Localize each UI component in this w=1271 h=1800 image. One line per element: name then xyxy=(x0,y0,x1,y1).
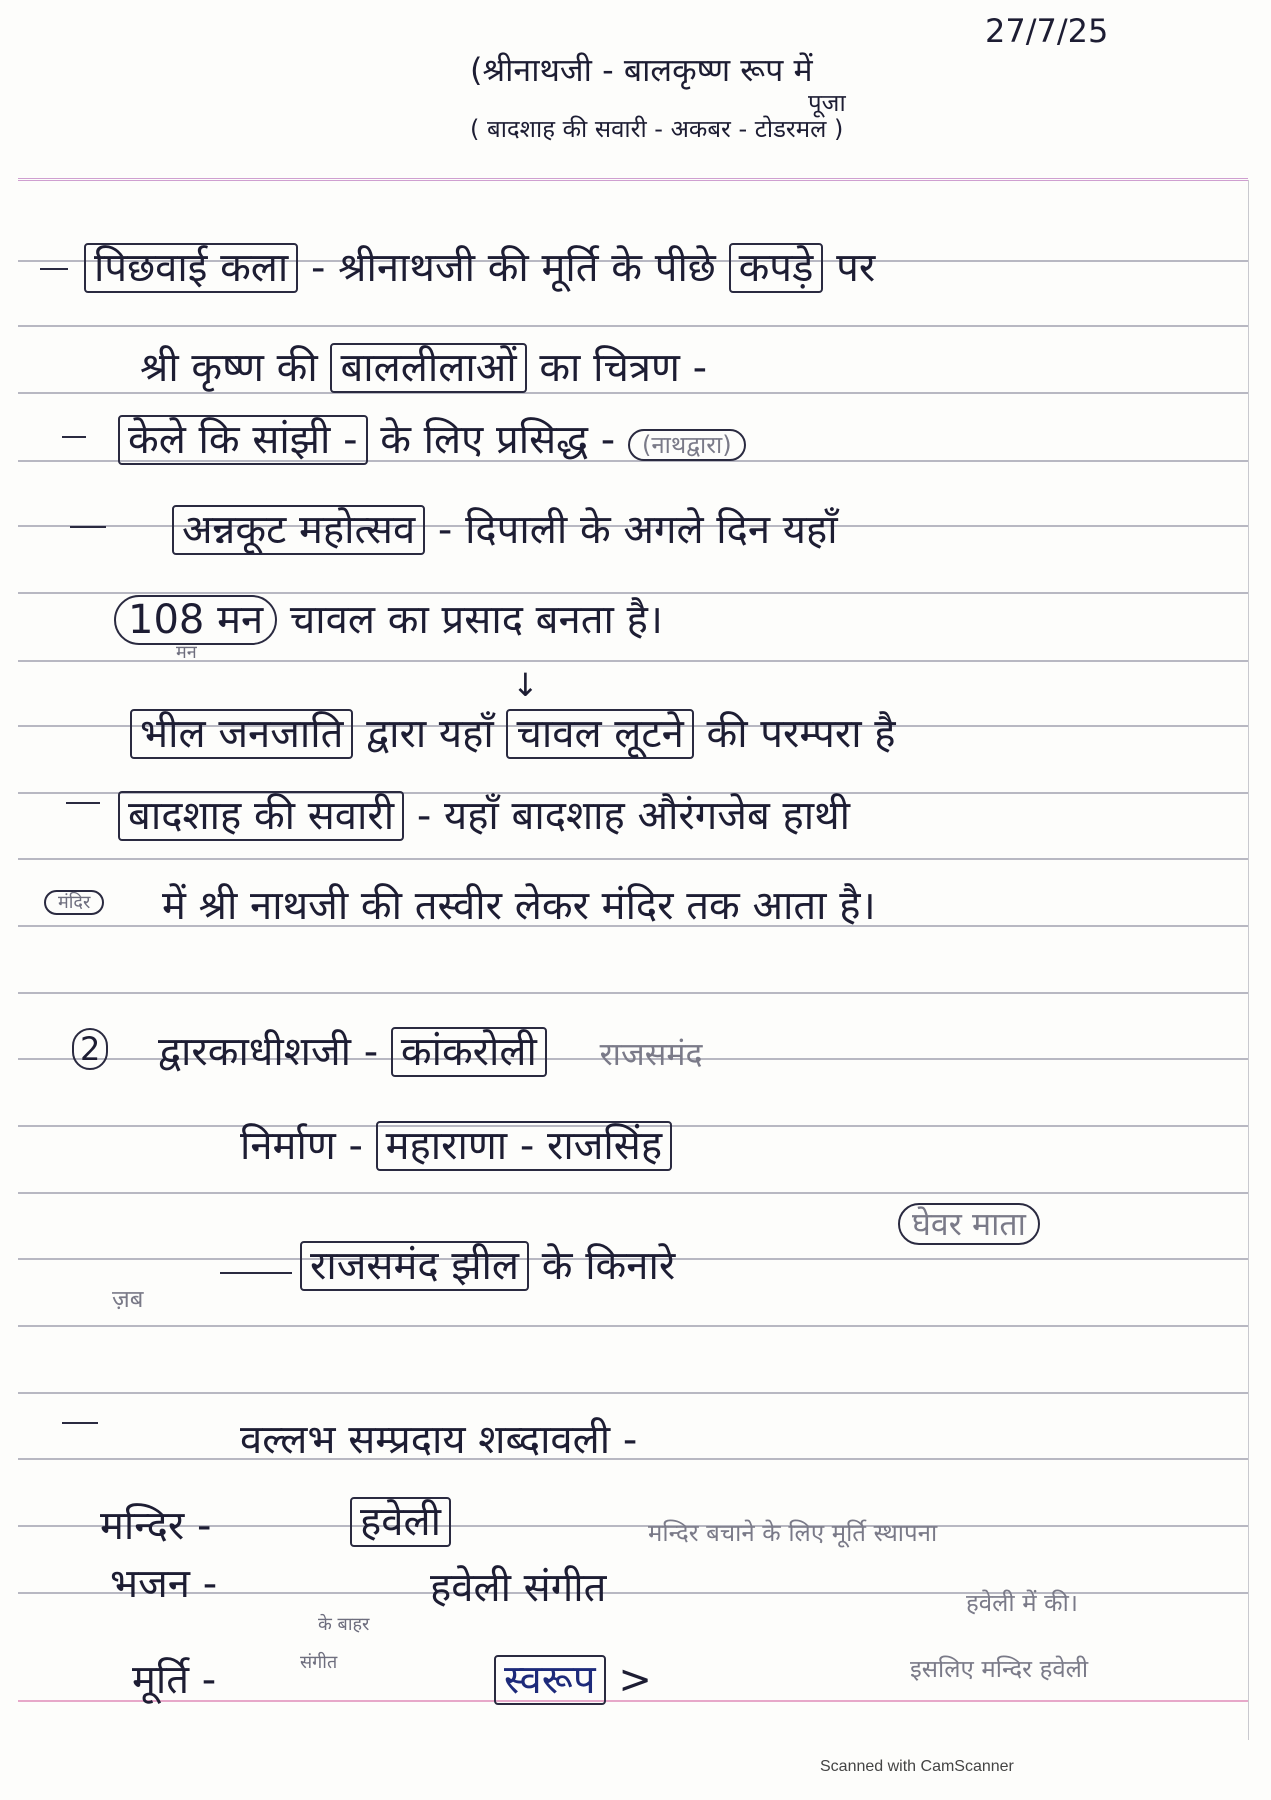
ruled-line xyxy=(18,660,1248,662)
line-4-text: - दिपाली के अगले दिन यहाँ xyxy=(437,507,838,553)
line-4 xyxy=(172,500,838,555)
rajsamand-note: राजसमंद xyxy=(599,1035,703,1073)
bhajan-label: भजन - xyxy=(110,1561,218,1607)
line-10 xyxy=(240,1116,672,1171)
nirman-label: निर्माण - xyxy=(240,1123,363,1169)
mandir-label: मन्दिर - xyxy=(100,1503,212,1549)
line-9 xyxy=(158,1022,702,1077)
bullet-dash xyxy=(70,526,106,528)
bhil-janjati-box: भील जनजाति xyxy=(130,709,353,759)
line-6 xyxy=(130,704,896,759)
header-date: 27/7/25 xyxy=(985,12,1109,50)
line-1 xyxy=(84,238,875,293)
bullet-dash xyxy=(62,1422,98,1424)
arrow-right-icon: > xyxy=(618,1657,652,1703)
line-2 xyxy=(140,338,707,393)
bullet-dash xyxy=(66,802,100,804)
line-7-text: - यहाँ बादशाह औरंगजेब हाथी xyxy=(416,793,851,839)
ruled-line xyxy=(18,858,1248,860)
line-8-text: में श्री नाथजी की तस्वीर लेकर मंदिर तक आता है। xyxy=(162,883,876,929)
line-7 xyxy=(118,786,850,841)
ruled-line xyxy=(18,1392,1248,1394)
line-1-text: - श्रीनाथजी की मूर्ति के पीछे xyxy=(311,245,716,291)
line-2-end: का चित्रण - xyxy=(539,345,708,391)
header-line-2: ( बादशाह की सवारी - अकबर - टोडरमल ) xyxy=(470,115,844,143)
balleela-box: बाललीलाओं xyxy=(330,343,526,393)
haveli-mein-note: हवेली में की। xyxy=(966,1589,1078,1617)
line-6-end: की परम्परा है xyxy=(706,711,896,757)
mandir-note xyxy=(44,890,104,914)
bullet-dash xyxy=(62,436,86,438)
kankroli-box: कांकरोली xyxy=(391,1027,547,1077)
ghevar-mata-note xyxy=(898,1202,1040,1245)
badshah-ki-sawari-box: बादशाह की सवारी xyxy=(118,791,404,841)
pichwai-kala-label: पिछवाई कला xyxy=(84,243,298,293)
line-3-text: के लिए प्रसिद्ध - xyxy=(380,417,616,463)
mandir-bachane-note: मन्दिर बचाने के लिए मूर्ति स्थापना xyxy=(648,1519,938,1547)
ruled-line xyxy=(18,1192,1248,1194)
arrow-down-icon: ↓ xyxy=(512,666,539,704)
swaroop-box: स्वरूप xyxy=(494,1655,606,1705)
camscanner-watermark: Scanned with CamScanner xyxy=(820,1758,1014,1775)
top-double-rule xyxy=(18,178,1248,181)
line-1-end: पर xyxy=(836,245,876,291)
nathdwara-note: (नाथद्वारा) xyxy=(628,429,746,461)
maharana-rajsingh-box: महाराणा - राजसिंह xyxy=(376,1121,672,1171)
line-2-text: श्री कृष्ण की xyxy=(140,345,318,391)
ruled-line xyxy=(18,325,1248,327)
line-11-end: के किनारे xyxy=(541,1243,676,1289)
isliye-mandir-haveli-note: इसलिए मन्दिर हवेली xyxy=(910,1655,1089,1683)
line-11 xyxy=(300,1236,675,1291)
haveli-sangeet: हवेली संगीत xyxy=(430,1565,607,1611)
item-number-2 xyxy=(72,1030,108,1068)
item-number-oval: 2 xyxy=(72,1028,108,1070)
sangeet-note: संगीत xyxy=(300,1652,338,1673)
dwarkadheesh-label: द्वारकाधीशजी - xyxy=(158,1029,379,1075)
rajsamand-jheel-box: राजसमंद झील xyxy=(300,1241,529,1291)
haveli-box: हवेली xyxy=(350,1497,451,1547)
line-3 xyxy=(118,410,746,465)
murti-label: मूर्ति - xyxy=(132,1657,217,1703)
swaroop-box-wrap xyxy=(494,1650,652,1705)
haveli-box-wrap xyxy=(350,1492,451,1547)
line-6-mid: द्वारा यहाँ xyxy=(366,711,494,757)
ruled-line xyxy=(18,992,1248,994)
sanjhi-label: केले कि सांझी - xyxy=(118,415,368,465)
chawal-lootne-box: चावल लूटने xyxy=(506,709,693,759)
108-man-oval: 108 मन xyxy=(114,595,277,645)
ruled-line xyxy=(18,1325,1248,1327)
man-subscript: मन xyxy=(176,642,197,663)
side-scribble: ज़ब xyxy=(112,1285,144,1313)
annakut-label: अन्नकूट महोत्सव xyxy=(172,505,425,555)
ghevar-mata-oval: घेवर माता xyxy=(898,1203,1040,1245)
ke-bahar-note: के बाहर xyxy=(318,1614,370,1635)
line-5 xyxy=(114,590,663,645)
section-title xyxy=(240,1410,637,1465)
right-margin-line xyxy=(1248,180,1249,1740)
mandir-note-oval: मंदिर xyxy=(44,890,104,915)
kapde-box: कपड़े xyxy=(729,243,824,293)
bullet-dash xyxy=(220,1272,292,1274)
line-5-text: चावल का प्रसाद बनता है। xyxy=(289,597,663,643)
header-line-1: (श्रीनाथजी - बालकृष्ण रूप में xyxy=(470,51,813,89)
header-line-1-puja: पूजा xyxy=(808,89,846,117)
bullet-dash xyxy=(40,268,68,270)
vallabh-sampraday-title: वल्लभ सम्प्रदाय शब्दावली - xyxy=(240,1417,638,1463)
